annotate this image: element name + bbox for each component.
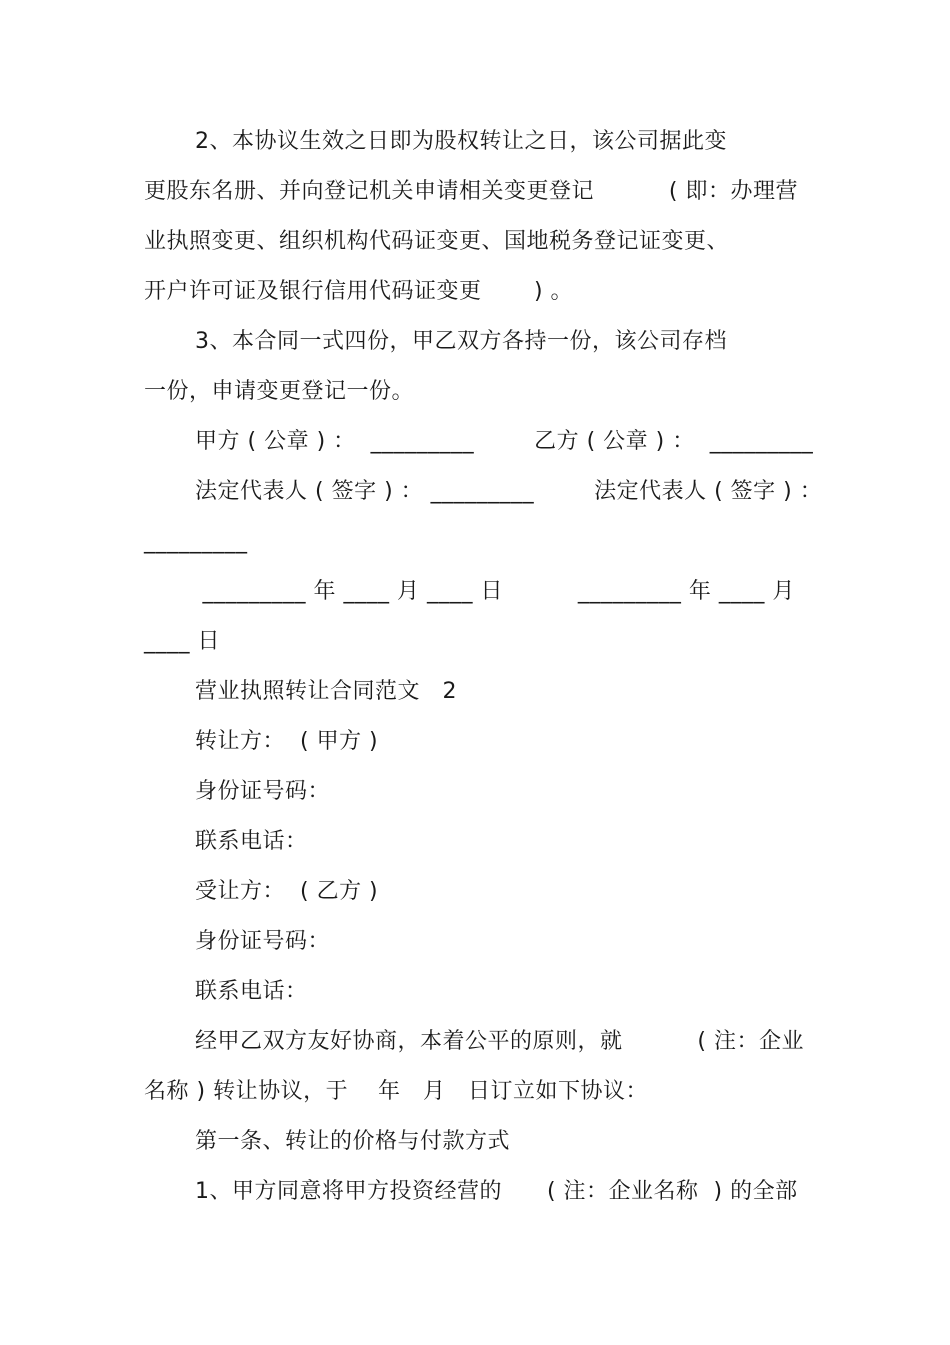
date-line: _________ 年 ____ 月 ____ 日 _________ 年 ____ 月 — [195, 579, 795, 604]
transferee-label: 受让方： ( 乙方 ) — [195, 879, 379, 904]
clause-2-line-2: 更股东名册、并向登记机关申请相关变更登记 ( 即：办理营 — [144, 179, 799, 204]
transferor-label: 转让方： ( 甲方 ) — [195, 729, 379, 754]
clause-3-line-1: 3、本合同一式四份，甲乙双方各持一份，该公司存档 — [195, 329, 727, 354]
date-line-end: ____ 日 — [144, 629, 220, 654]
preamble-line-1: 经甲乙双方友好协商，本着公平的原则，就 ( 注：企业 — [195, 1029, 805, 1054]
transferor-phone-label: 联系电话： — [195, 829, 308, 854]
signature-line: 法定代表人 ( 签字 ) ： _________ 法定代表人 ( 签字 ) ： — [195, 479, 823, 504]
signature-blank: _________ — [144, 529, 248, 554]
clause-2-line-1: 2、本协议生效之日即为股权转让之日，该公司据此变 — [195, 129, 727, 154]
transferor-id-label: 身份证号码： — [195, 779, 331, 804]
clause-2-line-4: 开户许可证及银行信用代码证变更 ) 。 — [144, 279, 574, 304]
clause-2-line-3: 业执照变更、组织机构代码证变更、国地税务登记证变更、 — [144, 229, 730, 254]
article-1-heading: 第一条、转让的价格与付款方式 — [195, 1129, 511, 1154]
transferee-id-label: 身份证号码： — [195, 929, 331, 954]
preamble-line-2: 名称 ) 转让协议，于 年 月 日订立如下协议： — [144, 1079, 649, 1104]
section-title: 营业执照转让合同范文 2 — [195, 679, 457, 704]
clause-3-line-2: 一份，申请变更登记一份。 — [144, 379, 415, 404]
transferee-phone-label: 联系电话： — [195, 979, 308, 1004]
article-1-clause-1: 1、甲方同意将甲方投资经营的 ( 注：企业名称 ) 的全部 — [195, 1179, 798, 1204]
seal-line: 甲方 ( 公章 ) ： _________ 乙方 ( 公章 ) ： _________ — [195, 429, 814, 454]
